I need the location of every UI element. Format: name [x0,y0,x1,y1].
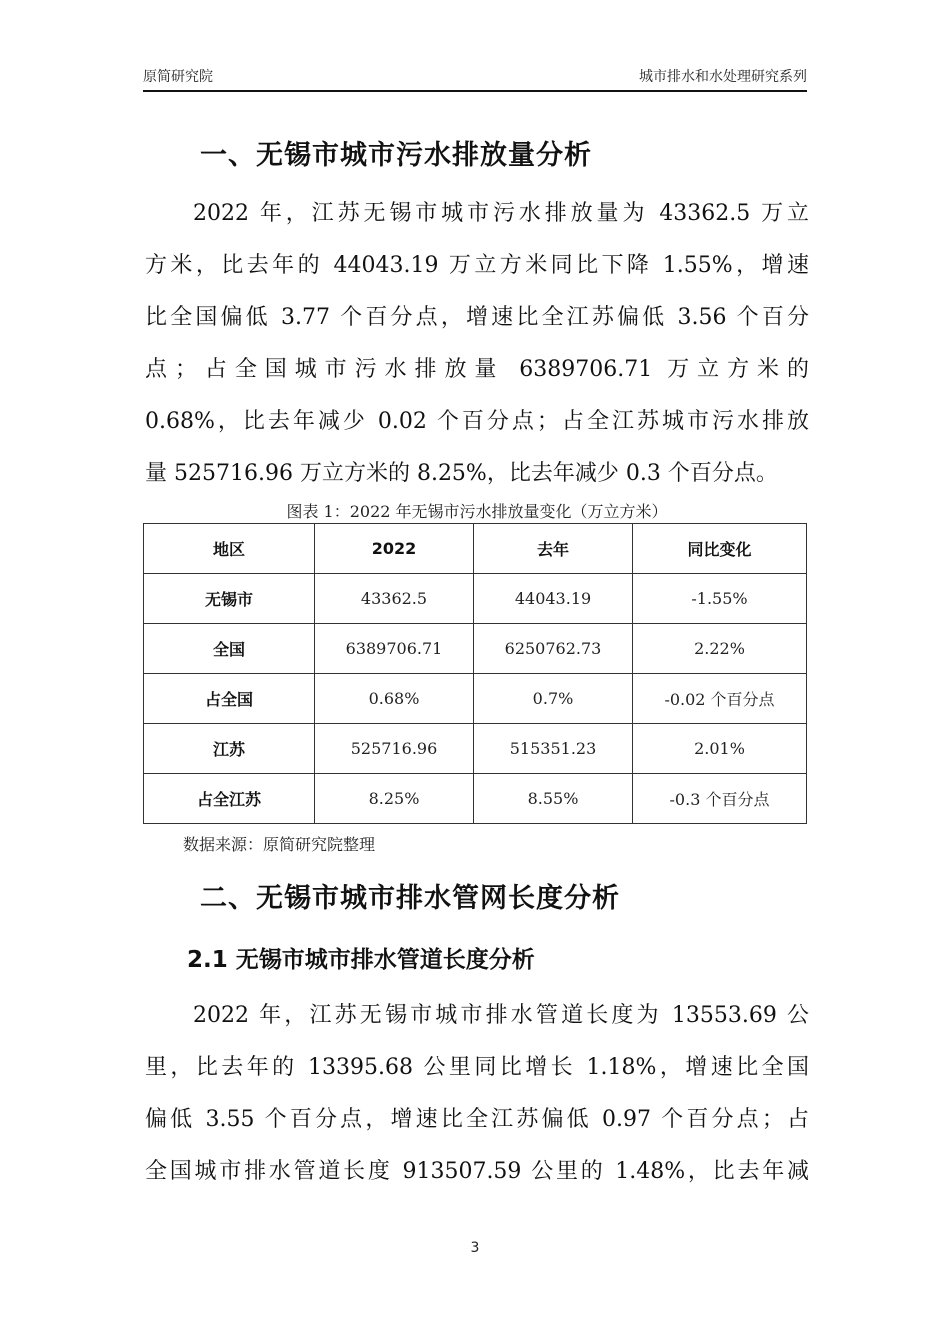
page-header [143,68,807,92]
cell-2022: 43362.5 [315,574,474,624]
paragraph-line: 方米，比去年的 44043.19 万立方米同比下降 1.55%，增速 [145,253,809,278]
paragraph-line: 偏低 3.55 个百分点，增速比全江苏偏低 0.97 个百分点；占 [145,1107,809,1132]
section-2-title: 二、无锡市城市排水管网长度分析 [200,883,620,914]
cell-last-year: 8.55% [474,774,633,824]
section-1-paragraph [145,188,809,500]
column-header-yoy-change: 同比变化 [633,524,807,574]
cell-change: -0.3 个百分点 [633,774,807,824]
cell-region: 占全江苏 [144,774,315,824]
cell-2022: 8.25% [315,774,474,824]
table-header-row [144,524,807,574]
column-header-region: 地区 [144,524,315,574]
paragraph-line: 2022 年，江苏无锡市城市污水排放量为 43362.5 万立 [193,201,809,226]
cell-change: 2.22% [633,624,807,674]
cell-change: -0.02 个百分点 [633,674,807,724]
cell-last-year: 0.7% [474,674,633,724]
paragraph-line: 2022 年，江苏无锡市城市排水管道长度为 13553.69 公 [193,1003,809,1028]
table-row [144,774,807,824]
section-2-paragraph [145,990,809,1198]
table-row [144,574,807,624]
paragraph-line: 点；占全国城市污水排放量 6389706.71 万立方米的 [145,357,809,382]
paragraph-line: 全国城市排水管道长度 913507.59 公里的 1.48%，比去年减 [145,1159,809,1184]
subsection-2-1-title: 2.1 无锡市城市排水管道长度分析 [187,947,535,973]
header-series-title: 城市排水和水处理研究系列 [639,69,807,85]
cell-2022: 0.68% [315,674,474,724]
cell-region: 江苏 [144,724,315,774]
cell-last-year: 44043.19 [474,574,633,624]
data-source-note: 数据来源：原简研究院整理 [183,835,376,854]
section-1-title: 一、无锡市城市污水排放量分析 [200,140,592,171]
cell-region: 占全国 [144,674,315,724]
table-row [144,674,807,724]
header-org-name: 原简研究院 [143,69,213,85]
paragraph-line: 量 525716.96 万立方米的 8.25%，比去年减少 0.3 个百分点。 [145,461,778,486]
column-header-last-year: 去年 [474,524,633,574]
page-number: 3 [470,1240,480,1256]
table-row [144,724,807,774]
cell-2022: 525716.96 [315,724,474,774]
table-row [144,624,807,674]
sewage-discharge-table [143,523,807,824]
paragraph-line: 0.68%，比去年减少 0.02 个百分点；占全江苏城市污水排放 [145,409,809,434]
paragraph-line: 比全国偏低 3.77 个百分点，增速比全江苏偏低 3.56 个百分 [145,305,809,330]
paragraph-line: 里，比去年的 13395.68 公里同比增长 1.18%，增速比全国 [145,1055,809,1080]
cell-last-year: 515351.23 [474,724,633,774]
cell-region: 无锡市 [144,574,315,624]
cell-2022: 6389706.71 [315,624,474,674]
cell-change: 2.01% [633,724,807,774]
cell-region: 全国 [144,624,315,674]
cell-change: -1.55% [633,574,807,624]
cell-last-year: 6250762.73 [474,624,633,674]
table-caption: 图表 1：2022 年无锡市污水排放量变化（万立方米） [286,502,668,521]
column-header-2022: 2022 [315,524,474,574]
